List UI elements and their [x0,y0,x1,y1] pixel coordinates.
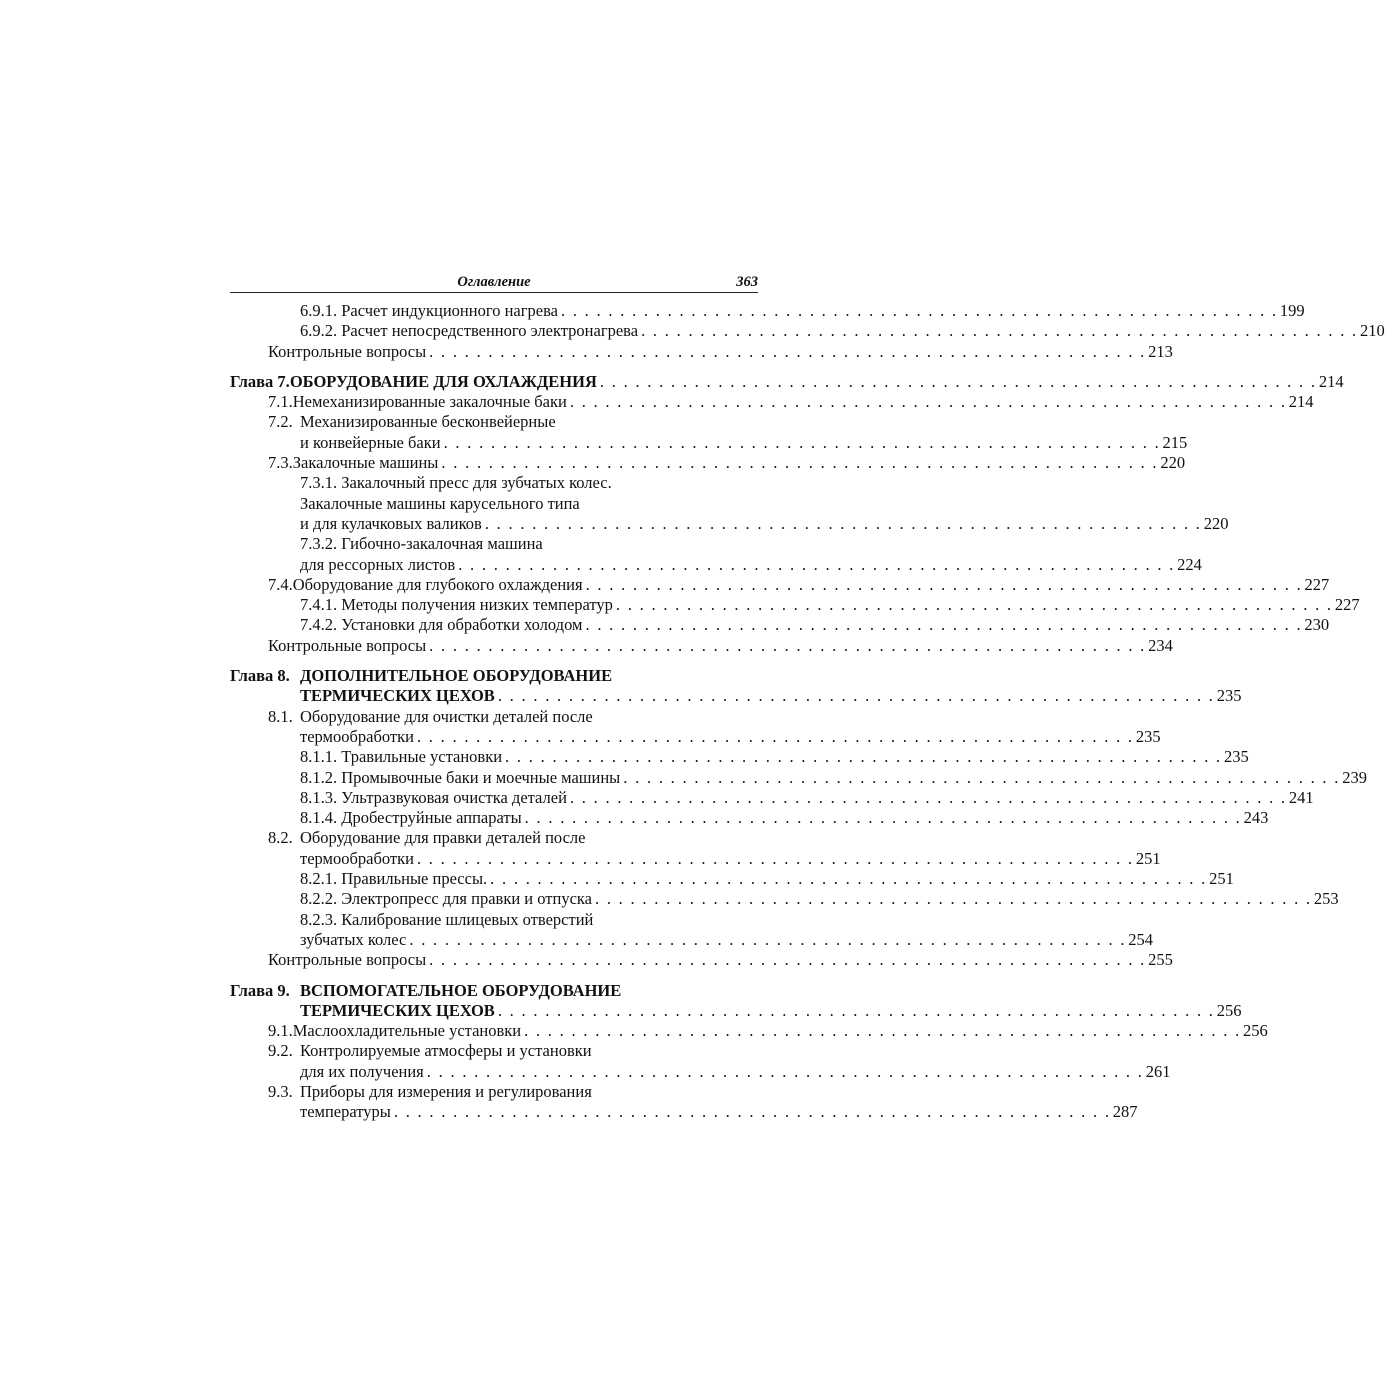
page-number: 256 [1243,1021,1268,1041]
dot-leader: . . . . . . . . . . . . . . . . . . . . . . . . . . . . . . . . . . . . . . . . . . . . . . . . . . . . . . . . . . . . . [429,635,1147,655]
entry-title: 8.2.3. Калибрование шлицевых отверстий [300,909,594,929]
dot-leader: . . . . . . . . . . . . . . . . . . . . . . . . . . . . . . . . . . . . . . . . . . . . . . . . . . . . . . . . . . . . . [623,767,1341,787]
entry-title: зубчатых колес [300,929,407,949]
running-header [230,272,758,293]
entry-title: Приборы для измерения и регулирования [300,1081,592,1101]
dot-leader: . . . . . . . . . . . . . . . . . . . . . . . . . . . . . . . . . . . . . . . . . . . . . . . . . . . . . . . . . . . . . [599,371,1317,391]
entry-title: Закалочные машины карусельного типа [300,493,580,513]
toc-spacer [230,656,758,666]
dot-leader: . . . . . . . . . . . . . . . . . . . . . . . . . . . . . . . . . . . . . . . . . . . . . . . . . . . . . . . . . . . . . [569,787,1287,807]
toc-entry [230,534,758,554]
toc-entry [230,494,758,514]
toc-entry [230,686,1242,706]
dot-leader: . . . . . . . . . . . . . . . . . . . . . . . . . . . . . . . . . . . . . . . . . . . . . . . . . . . . . . . . . . . . . [524,1021,1242,1041]
toc-entry [230,929,1154,950]
toc-entry [230,1061,1171,1082]
dot-leader: . . . . . . . . . . . . . . . . . . . . . . . . . . . . . . . . . . . . . . . . . . . . . . . . . . . . . . . . . . . . . [429,950,1147,970]
page-number: 214 [1318,371,1344,391]
entry-title: Оборудование для глубокого охлаждения [292,574,583,594]
toc-entry [230,635,1173,656]
toc-entry [230,595,1360,615]
dot-leader: . . . . . . . . . . . . . . . . . . . . . . . . . . . . . . . . . . . . . . . . . . . . . . . . . . . . . . . . . . . . . [585,615,1303,635]
entry-title: Оборудование для правки деталей после [300,828,586,848]
toc-entry [230,848,1161,869]
entry-title: ДОПОЛНИТЕЛЬНОЕ ОБОРУДОВАНИЕ [300,666,613,686]
dot-leader: . . . . . . . . . . . . . . . . . . . . . . . . . . . . . . . . . . . . . . . . . . . . . . . . . . . . . . . . . . . . . [641,321,1358,341]
entry-title: 6.9.2. Расчет непосредственного электронагрева [300,321,639,341]
entry-title: 7.4.2. Установки для обработки холодом [300,615,583,635]
toc-entry [230,301,1305,321]
section-number: 7.3. [268,453,293,473]
section-number: 8.2. [268,828,293,848]
page-number: 227 [1304,574,1330,594]
entry-title: 8.1.2. Промывочные баки и моечные машины [300,767,621,787]
entry-title: температуры [300,1102,391,1122]
page-number: 220 [1160,453,1186,473]
chapter-label: Глава 8. [230,666,290,686]
toc-section [230,453,1186,473]
dot-leader: . . . . . . . . . . . . . . . . . . . . . . . . . . . . . . . . . . . . . . . . . . . . . . . . . . . . . . . . . . . . . [458,554,1176,574]
toc-spacer [230,362,758,372]
entry-title: Маслоохладительные установки [292,1021,522,1041]
page-number: 235 [1135,726,1161,746]
dot-leader: . . . . . . . . . . . . . . . . . . . . . . . . . . . . . . . . . . . . . . . . . . . . . . . . . . . . . . . . . . . . . [429,341,1147,361]
page-number: 241 [1288,787,1314,807]
entry-title: 7.4.1. Методы получения низких температур [300,595,613,615]
toc-section [230,707,758,727]
entry-title: ТЕРМИЧЕСКИХ ЦЕХОВ [300,686,495,706]
page-number: 251 [1135,848,1161,868]
entry-title: Контрольные вопросы [268,635,427,655]
dot-leader: . . . . . . . . . . . . . . . . . . . . . . . . . . . . . . . . . . . . . . . . . . . . . . . . . . . . . . . . . . . . . [393,1102,1111,1122]
section-number: 7.1. [268,392,293,412]
toc-chapter [230,666,758,686]
dot-leader: . . . . . . . . . . . . . . . . . . . . . . . . . . . . . . . . . . . . . . . . . . . . . . . . . . . . . . . . . . . . . [594,889,1312,909]
toc-entry [230,767,1367,788]
dot-leader: . . . . . . . . . . . . . . . . . . . . . . . . . . . . . . . . . . . . . . . . . . . . . . . . . . . . . . . . . . . . . [585,574,1303,594]
toc-entry [230,615,1330,635]
toc-chapter [230,371,1344,392]
entry-title: Контрольные вопросы [268,341,427,361]
entry-title: Закалочные машины [292,453,439,473]
entry-title: Оборудование для очистки деталей после [300,706,593,726]
toc-chapter [230,981,758,1001]
page-number: 287 [1112,1102,1138,1122]
toc-section [230,574,1330,595]
entry-title: 8.2.1. Правильные прессы. [300,869,488,889]
toc-entry [230,747,1249,767]
page-number: 215 [1162,432,1188,452]
entry-title: термообработки [300,726,414,746]
dot-leader: . . . . . . . . . . . . . . . . . . . . . . . . . . . . . . . . . . . . . . . . . . . . . . . . . . . . . . . . . . . . . [441,453,1159,473]
toc-entry [230,473,758,493]
entry-title: и конвейерные баки [300,432,441,452]
entry-title: 6.9.1. Расчет индукционного нагрева [300,301,558,320]
page-number: 220 [1203,513,1229,533]
toc-section [230,412,758,432]
entry-title: Механизированные бесконвейерные [300,412,556,432]
header-page-number: 363 [736,274,758,290]
toc-section [230,1082,758,1102]
toc-entry [230,950,1173,970]
toc-entry [230,889,1339,909]
toc-entry [230,869,1234,889]
toc-entry [230,321,1385,341]
toc-entry [230,808,1269,828]
entry-title: ВСПОМОГАТЕЛЬНОЕ ОБОРУДОВАНИЕ [300,980,622,1000]
section-number: 8.1. [268,706,293,726]
page-number: 234 [1148,635,1173,655]
page-number: 235 [1216,686,1242,706]
toc-section [230,392,1314,412]
toc-entry [230,341,1173,362]
section-number: 7.2. [268,412,293,432]
document-page [230,272,1385,1123]
dot-leader: . . . . . . . . . . . . . . . . . . . . . . . . . . . . . . . . . . . . . . . . . . . . . . . . . . . . . . . . . . . . . [524,808,1242,828]
dot-leader: . . . . . . . . . . . . . . . . . . . . . . . . . . . . . . . . . . . . . . . . . . . . . . . . . . . . . . . . . . . . . [484,513,1202,533]
entry-title: Немеханизированные закалочные баки [292,392,567,412]
page-number: 210 [1360,321,1385,341]
entry-title: 7.3.1. Закалочный пресс для зубчатых колес. [300,473,612,493]
entry-title: термообработки [300,848,414,868]
page-number: 227 [1334,595,1360,615]
dot-leader: . . . . . . . . . . . . . . . . . . . . . . . . . . . . . . . . . . . . . . . . . . . . . . . . . . . . . . . . . . . . . [497,686,1215,706]
dot-leader: . . . . . . . . . . . . . . . . . . . . . . . . . . . . . . . . . . . . . . . . . . . . . . . . . . . . . . . . . . . . . [416,726,1134,746]
header-title: Оглавление [457,274,531,290]
toc-entry [230,726,1161,747]
dot-leader: . . . . . . . . . . . . . . . . . . . . . . . . . . . . . . . . . . . . . . . . . . . . . . . . . . . . . . . . . . . . . [409,929,1127,949]
toc-section [230,828,758,848]
page-number: 261 [1145,1061,1171,1081]
entry-title: ТЕРМИЧЕСКИХ ЦЕХОВ [300,1000,495,1020]
chapter-label: Глава 7. [230,371,290,391]
toc-entry [230,910,758,930]
entry-title: Контрольные вопросы [268,950,427,970]
toc-entry [230,554,1202,575]
entry-title: 8.2.2. Электропресс для правки и отпуска [300,889,592,909]
page-number: 243 [1243,808,1269,828]
page-number: 254 [1128,929,1154,949]
page-number: 214 [1288,392,1314,412]
dot-leader: . . . . . . . . . . . . . . . . . . . . . . . . . . . . . . . . . . . . . . . . . . . . . . . . . . . . . . . . . . . . . [416,848,1134,868]
dot-leader: . . . . . . . . . . . . . . . . . . . . . . . . . . . . . . . . . . . . . . . . . . . . . . . . . . . . . . . . . . . . . [497,1000,1215,1020]
page-number: 255 [1148,950,1173,970]
page-number: 253 [1313,889,1339,909]
page-number: 224 [1177,554,1202,574]
entry-title: и для кулачковых валиков [300,513,482,533]
entry-title: Контролируемые атмосферы и установки [300,1041,592,1061]
dot-leader: . . . . . . . . . . . . . . . . . . . . . . . . . . . . . . . . . . . . . . . . . . . . . . . . . . . . . . . . . . . . . [569,392,1287,412]
page-number: 230 [1304,615,1330,635]
entry-title: 8.1.3. Ультразвуковая очистка деталей [300,787,567,807]
toc-section [230,1021,1268,1041]
dot-leader: . . . . . . . . . . . . . . . . . . . . . . . . . . . . . . . . . . . . . . . . . . . . . . . . . . . . . . . . . . . . . [443,432,1161,452]
entry-title: для рессорных листов [300,554,456,574]
toc-entry [230,787,1314,808]
dot-leader: . . . . . . . . . . . . . . . . . . . . . . . . . . . . . . . . . . . . . . . . . . . . . . . . . . . . . . . . . . . . . [560,301,1278,320]
entry-title: ОБОРУДОВАНИЕ ДЛЯ ОХЛАЖДЕНИЯ [289,371,597,391]
toc-entry [230,1102,1138,1122]
page-number: 239 [1342,767,1367,787]
entry-title: 7.3.2. Гибочно-закалочная машина [300,534,543,554]
page-number: 235 [1223,747,1249,767]
page-number: 199 [1279,301,1305,320]
chapter-label: Глава 9. [230,980,290,1000]
entry-title: 8.1.4. Дробеструйные аппараты [300,808,522,828]
toc-entry [230,1000,1242,1021]
dot-leader: . . . . . . . . . . . . . . . . . . . . . . . . . . . . . . . . . . . . . . . . . . . . . . . . . . . . . . . . . . . . . [615,595,1333,615]
dot-leader: . . . . . . . . . . . . . . . . . . . . . . . . . . . . . . . . . . . . . . . . . . . . . . . . . . . . . . . . . . . . . [426,1061,1144,1081]
page-number: 213 [1148,341,1173,361]
entry-title: 8.1.1. Травильные установки [300,747,503,767]
section-number: 7.4. [268,574,293,594]
toc-entry [230,432,1188,453]
toc-entry [230,513,1229,534]
toc-section [230,1041,758,1061]
section-number: 9.1. [268,1021,293,1041]
page-number: 251 [1209,869,1234,889]
section-number: 9.3. [268,1081,293,1101]
dot-leader: . . . . . . . . . . . . . . . . . . . . . . . . . . . . . . . . . . . . . . . . . . . . . . . . . . . . . . . . . . . . . [490,869,1208,889]
page-number: 256 [1216,1000,1242,1020]
entry-title: для их получения [300,1061,424,1081]
dot-leader: . . . . . . . . . . . . . . . . . . . . . . . . . . . . . . . . . . . . . . . . . . . . . . . . . . . . . . . . . . . . . [505,747,1222,767]
table-of-contents [230,301,1385,1123]
toc-spacer [230,971,758,981]
section-number: 9.2. [268,1041,293,1061]
